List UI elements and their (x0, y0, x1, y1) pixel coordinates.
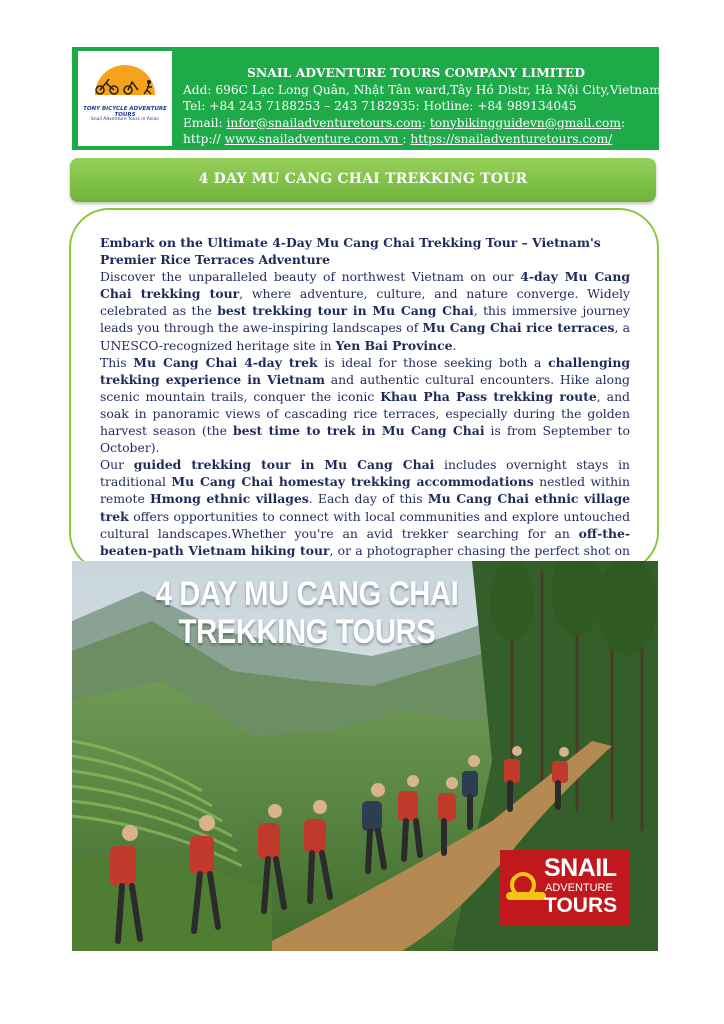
keyword: Yen Bai Province (335, 337, 453, 353)
keyword: Mu Cang Chai rice terraces (422, 320, 615, 336)
keyword: 4-day Mu Cang Chai trekking tour (100, 269, 630, 302)
description-paragraph-1 (100, 268, 630, 353)
email-label: Email: (183, 115, 227, 130)
text-run: offers opportunities to connect with local communities and explore untouched cultural landscapes.Whether you're an avid trekker searching for an (100, 508, 630, 541)
text-run: , where adventure, culture, and nature converge. Widely celebrated as the (100, 286, 630, 319)
snail-body-icon (506, 892, 546, 900)
contact-info (183, 65, 661, 148)
company-logo (78, 51, 172, 146)
keyword: best trekking tour in Mu Cang Chai (217, 303, 474, 319)
keyword: Mu Cang Chai homestay trekking accommodations (171, 474, 534, 490)
web-label: http:// (183, 132, 225, 146)
tour-title: 4 DAY MU CANG CHAI TREKKING TOUR (198, 171, 528, 187)
logo-tagline-text: Snail Adventure Tours in Asian (90, 117, 160, 122)
text-run: , this immersive journey leads you through the awe-inspiring landscapes of (100, 303, 630, 336)
website-link-vn[interactable]: www.snailadventure.com.vn (224, 132, 403, 146)
keyword: Mu Cang Chai ethnic village trek (100, 491, 630, 524)
text-run: This (100, 354, 134, 370)
badge-line-2: ADVENTURE (545, 882, 613, 894)
email-end: : (620, 115, 626, 130)
snail-adventure-badge (500, 850, 630, 926)
email-link-tony[interactable]: tonybikingguidevn@gmail.com (429, 115, 621, 130)
trekking-photo (72, 561, 658, 951)
description-paragraph-3 (100, 456, 630, 559)
company-address: Add: 696C Lạc Long Quân, Nhật Tân ward,Tây Hồ Distr, Hà Nội City,Vietnam (183, 82, 661, 97)
text-run: is from September to October). (100, 423, 630, 456)
tour-description-box (69, 208, 659, 572)
badge-line-3: TOURS (544, 894, 618, 917)
keyword: off-the-beaten-path Vietnam hiking tour (100, 525, 630, 558)
text-run: , and soak in panoramic views of cascading rice terraces, especially during the golden harvest season (the (100, 388, 630, 439)
keyword: Khau Pha Pass trekking route (380, 388, 597, 404)
text-run: Our (100, 457, 134, 473)
company-name: SNAIL ADVENTURE TOURS COMPANY LIMITED (246, 65, 585, 80)
company-header (72, 47, 659, 150)
company-phone: Tel: +84 243 7188253 – 243 7182935: Hotline: +84 989134045 (183, 99, 577, 113)
photo-title-line-2: TREKKING TOURS (178, 613, 436, 651)
company-email-line (183, 115, 661, 132)
website-link-main[interactable]: https://snailadventuretours.com/ (410, 132, 613, 146)
text-run: . Each day of this (308, 491, 428, 507)
text-run: Discover the unparalleled beauty of northwest Vietnam on our (100, 269, 521, 285)
keyword: Mu Cang Chai 4-day trek (133, 354, 318, 370)
logo-name-text: TONY BICYCLE ADVENTURE TOURS (83, 106, 167, 118)
text-run: . (452, 337, 457, 353)
tour-description (100, 234, 630, 559)
email-link-info[interactable]: infor@snailadventuretours.com (226, 115, 422, 130)
description-heading: Embark on the Ultimate 4-Day Mu Cang Chai Trekking Tour – Vietnam's Premier Rice Terraces Adventure (100, 235, 601, 268)
text-run: , or a photographer chasing the perfect shot on (329, 542, 630, 558)
photo-title-line-1: 4 DAY MU CANG CHAI (155, 575, 459, 613)
text-run: , a UNESCO-recognized heritage site in (100, 320, 630, 353)
text-run: and authentic cultural encounters. Hike along scenic mountain trails, conquer the iconic (100, 371, 630, 404)
text-run: nestled within remote (100, 474, 630, 507)
keyword: guided trekking tour in Mu Cang Chai (133, 457, 435, 473)
text-run: includes overnight stays in traditional (100, 457, 630, 490)
company-web-line (183, 131, 661, 148)
keyword: challenging trekking experience in Vietnam (100, 354, 630, 387)
web-separator: : (402, 132, 411, 146)
badge-line-1: SNAIL (544, 854, 617, 882)
description-paragraph-2 (100, 354, 630, 457)
text-run: is ideal for those seeking both a (317, 354, 549, 370)
email-separator: : (421, 115, 430, 130)
keyword: Hmong ethnic villages (150, 491, 309, 507)
keyword: best time to trek in Mu Cang Chai (232, 423, 485, 439)
tour-title-banner (70, 158, 656, 202)
cyclists-logo-icon (92, 77, 158, 95)
